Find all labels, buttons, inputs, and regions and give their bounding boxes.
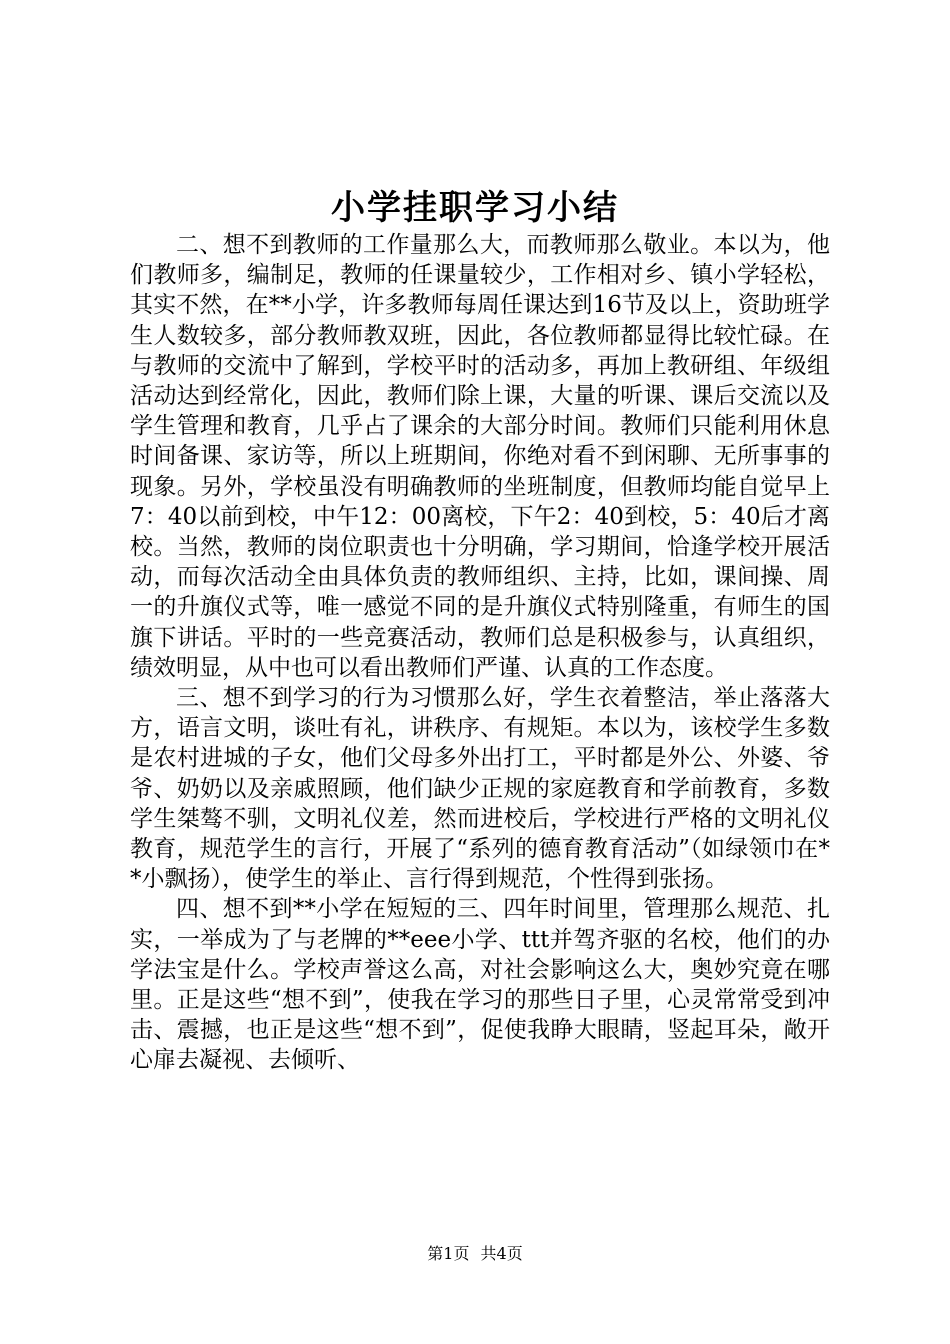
page-number: 第1页	[427, 1244, 470, 1263]
paragraph-four: 四、想不到**小学在短短的三、四年时间里，管理那么规范、扎实，一举成为了与老牌的**eee小学、ttt并驾齐驱的名校，他们的办学法宝是什么。学校声誉这么高，对社会影响这么大，奥妙究竟在哪里。正是这些“想不到”，使我在学习的那些日子里，心灵常常受到冲击、震撼，也正是这些“想不到”，促使我睁大眼睛，竖起耳朵，敞开心扉去凝视、去倾听、	[130, 896, 830, 1074]
page-total: 共4页	[480, 1244, 523, 1263]
paragraph-three: 三、想不到学习的行为习惯那么好，学生衣着整洁，举止落落大方，语言文明，谈吐有礼，讲秩序、有规矩。本以为，该校学生多数是农村进城的子女，他们父母多外出打工，平时都是外公、外婆、爷爷、奶奶以及亲戚照顾，他们缺少正规的家庭教育和学前教育，多数学生桀骜不驯，文明礼仪差，然而进校后，学校进行严格的文明礼仪教育，规范学生的言行，开展了“系列的德育教育活动”（如绿领巾在**小飘扬），使学生的举止、言行得到规范，个性得到张扬。	[130, 685, 830, 893]
paragraph-two: 二、想不到教师的工作量那么大，而教师那么敬业。本以为，他们教师多，编制足，教师的任课量较少，工作相对乡、镇小学轻松，其实不然，在**小学，许多教师每周任课达到16节及以上，资助班学生人数较多，部分教师教双班，因此，各位教师都显得比较忙碌。在与教师的交流中了解到，学校平时的活动多，再加上教研组、年级组活动达到经常化，因此，教师们除上课，大量的听课、课后交流以及学生管理和教育，几乎占了课余的大部分时间。教师们只能利用休息时间备课、家访等，所以上班期间，你绝对看不到闲聊、无所事事的现象。另外，学校虽没有明确教师的坐班制度，但教师均能自觉早上7：40以前到校，中午12：00离校，下午2：40到校，5：40后才离校。当然，教师的岗位职责也十分明确，学习期间，恰逢学校开展活动，而每次活动全由具体负责的教师组织、主持，比如，课间操、周一的升旗仪式等，唯一感觉不同的是升旗仪式特别隆重，有师生的国旗下讲话。平时的一些竞赛活动，教师们总是积极参与，认真组织，绩效明显，从中也可以看出教师们严谨、认真的工作态度。	[130, 232, 830, 681]
document-body	[130, 230, 830, 1076]
page-footer	[0, 1244, 950, 1264]
document-title: 小学挂职学习小结	[331, 188, 619, 228]
